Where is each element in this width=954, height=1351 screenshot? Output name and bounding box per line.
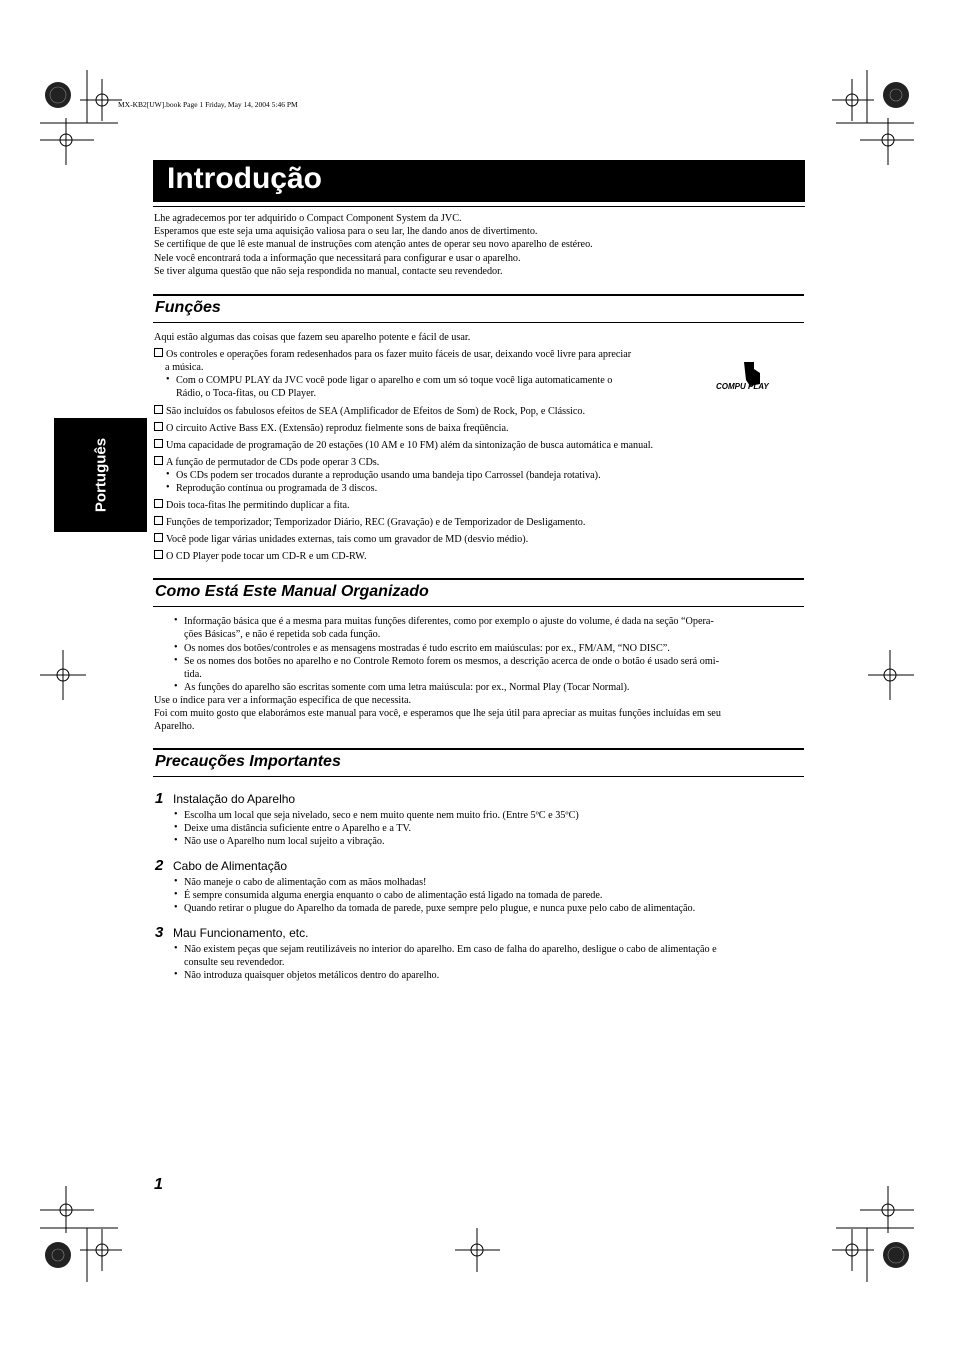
bullet-icon: • (174, 902, 178, 913)
title-bar (153, 160, 805, 202)
precaution-bullet: Quando retirar o plugue do Aparelho da tomada de parede, puxe sempre pelo plugue, e nunca puxe pelo cabo de alimentação. (184, 903, 696, 914)
bullet-icon: • (174, 822, 178, 833)
manual-bullet: As funções do aparelho são escritas somente com uma letra maiúscula: por ex., Normal Play (Tocar Normal). (184, 682, 630, 693)
bullet-icon: • (174, 943, 178, 954)
section-rule-top (153, 578, 804, 580)
manual-bullet: Se os nomes dos botões no aparelho e no Controle Remoto forem os mesmos, a descrição acerca de onde o botão é usado será omi- (184, 656, 719, 667)
precaution-bullet: Escolha um local que seja nivelado, seco e nem muito quente nem muito frio. (Entre 5ºC e 35ºC) (184, 810, 579, 821)
page-title: Introdução (167, 162, 322, 195)
feature-item-cont: a música. (165, 362, 204, 373)
checkbox-icon (154, 499, 163, 508)
bullet-icon: • (174, 655, 178, 666)
feature-item: Dois toca-fitas lhe permitindo duplicar a fita. (154, 499, 350, 512)
checkbox-icon (154, 405, 163, 414)
language-tab (54, 418, 147, 532)
bullet-icon: • (166, 469, 170, 480)
feature-item: Funções de temporizador; Temporizador Diário, REC (Gravação) e de Temporizador de Desligamento. (154, 516, 585, 529)
feature-subitem-cont: Rádio, o Toca-fitas, ou CD Player. (176, 388, 317, 399)
intro-text (154, 212, 804, 278)
funcoes-lead: Aqui estão algumas das coisas que fazem seu aparelho potente e fácil de usar. (154, 332, 471, 343)
intro-line: Se certifique de que lê este manual de instruções com atenção antes de operar seu novo aparelho de estéreo. (154, 239, 593, 251)
precaution-bullet: Não existem peças que sejam reutilizáveis no interior do aparelho. Em caso de falha do aparelho, desligue o cabo de alimentação e (184, 944, 717, 955)
intro-line: Lhe agradecemos por ter adquirido o Compact Component System da JVC. (154, 213, 462, 224)
feature-item: Os controles e operações foram redesenhados para os fazer muito fáceis de usar, deixando você livre para apreciar (154, 348, 631, 361)
section-rule-bottom (153, 776, 804, 777)
precaution-bullet: Não introduza quaisquer objetos metálicos dentro do aparelho. (184, 970, 440, 981)
checkbox-icon (154, 456, 163, 465)
language-tab-label: Português (92, 437, 109, 513)
bullet-icon: • (174, 642, 178, 653)
print-header-info: MX-KB2[UW].book Page 1 Friday, May 14, 2004 5:46 PM (118, 100, 298, 109)
checkbox-icon (154, 550, 163, 559)
manual-bullet: Os nomes dos botões/controles e as mensagens mostradas é tudo escrito em maiúsculas: por ex., FM/AM, “NO DISC”. (184, 643, 670, 654)
section-title-manual: Como Está Este Manual Organizado (155, 583, 429, 600)
bullet-icon: • (174, 615, 178, 626)
section-title-funcoes: Funções (155, 299, 221, 316)
step-number: 1 (155, 790, 164, 807)
feature-item: O circuito Active Bass EX. (Extensão) reproduz fielmente sons de baixa freqüência. (154, 422, 509, 435)
intro-line: Esperamos que este seja uma aquisição valiosa para o seu lar, lhe dando anos de divertimento. (154, 226, 538, 238)
precaution-bullet-cont: consulte seu revendedor. (184, 957, 285, 968)
bullet-icon: • (174, 681, 178, 692)
precaution-bullet: Deixe uma distância suficiente entre o Aparelho e a TV. (184, 823, 412, 834)
checkbox-icon (154, 439, 163, 448)
manual-paragraph: Foi com muito gosto que elaborámos este manual para você, e esperamos que lhe seja útil para apreciar as muitas funções incluídas em seu (154, 708, 721, 719)
section-rule-top (153, 748, 804, 750)
checkbox-icon (154, 422, 163, 431)
subsection-heading: Mau Funcionamento, etc. (173, 926, 309, 940)
bullet-icon: • (174, 809, 178, 820)
checkbox-icon (154, 516, 163, 525)
title-rule (153, 206, 805, 207)
feature-item: São incluídos os fabulosos efeitos de SEA (Amplificador de Efeitos de Som) de Rock, Pop, e Clássico. (154, 405, 585, 418)
section-rule-bottom (153, 606, 804, 607)
manual-bullet: Informação básica que é a mesma para muitas funções diferentes, como por exemplo o ajuste do volume, é dada na seção “Opera- (184, 616, 714, 627)
subsection-heading: Cabo de Alimentação (173, 859, 288, 873)
bullet-icon: • (166, 374, 170, 385)
manual-paragraph: Use o índice para ver a informação específica de que necessita. (154, 695, 412, 706)
section-rule-bottom (153, 322, 804, 323)
checkbox-icon (154, 533, 163, 542)
page-number: 1 (154, 1176, 163, 1193)
feature-item: Você pode ligar várias unidades externas, tais como um gravador de MD (desvio médio). (154, 533, 528, 546)
feature-subitem: Reprodução contínua ou programada de 3 discos. (176, 483, 378, 494)
step-number: 3 (155, 924, 164, 941)
feature-subitem: Com o COMPU PLAY da JVC você pode ligar o aparelho e com um só toque você liga automaticamente o (176, 375, 613, 386)
bullet-icon: • (174, 889, 178, 900)
feature-subitem: Os CDs podem ser trocados durante a reprodução usando uma bandeja tipo Carrossel (bandeja rotativa). (176, 470, 601, 481)
feature-item: O CD Player pode tocar um CD-R e um CD-RW. (154, 550, 367, 563)
checkbox-icon (154, 348, 163, 357)
precaution-bullet: Não use o Aparelho num local sujeito a vibração. (184, 836, 385, 847)
intro-line: Se tiver alguma questão que não seja respondida no manual, contacte seu revendedor. (154, 265, 503, 277)
manual-bullet-cont: tida. (184, 669, 202, 680)
compu-play-logo (716, 360, 792, 394)
manual-paragraph-cont: Aparelho. (154, 721, 195, 732)
logo-label: COMPU PLAY (716, 382, 769, 391)
manual-bullet-cont: ções Básicas”, e não é repetida sob cada função. (184, 629, 381, 640)
bullet-icon: • (174, 969, 178, 980)
precaution-bullet: É sempre consumida alguma energia enquanto o cabo de alimentação está ligado na tomada de parede. (184, 890, 603, 901)
intro-line: Nele você encontrará toda a informação que necessitará para configurar e usar o aparelho. (154, 252, 521, 264)
bullet-icon: • (174, 876, 178, 887)
bullet-icon: • (174, 835, 178, 846)
feature-item: Uma capacidade de programação de 20 estações (10 AM e 10 FM) além da sintonização de busca automática e manual. (154, 439, 653, 452)
bullet-icon: • (166, 482, 170, 493)
subsection-heading: Instalação do Aparelho (173, 792, 296, 806)
feature-item: A função de permutador de CDs pode operar 3 CDs. (154, 456, 379, 469)
step-number: 2 (155, 857, 164, 874)
precaution-bullet: Não maneje o cabo de alimentação com as mãos molhadas! (184, 877, 427, 888)
section-title-precaucoes: Precauções Importantes (155, 753, 341, 770)
section-rule-top (153, 294, 804, 296)
